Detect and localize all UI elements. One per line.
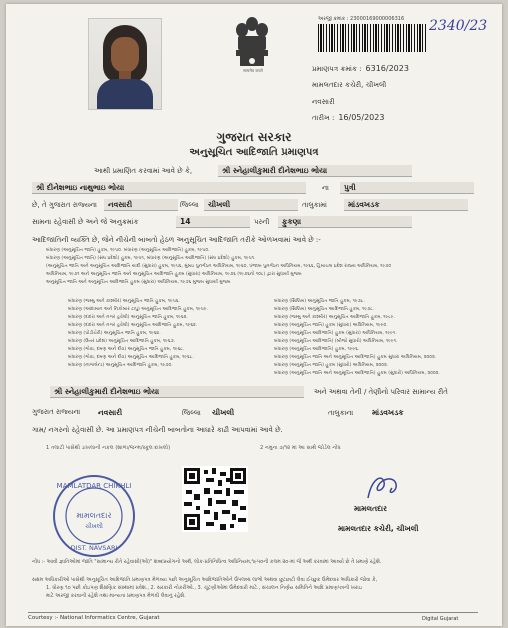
district-label: જિલ્લા: [180, 201, 199, 209]
relation-label: ના: [322, 184, 329, 192]
order-item-left: બંધારણ (ગોવા, દમણ અને દીવ) અનુસૂચિત જાતિ હુકમ, ૧૯૬૮.: [68, 347, 185, 352]
certify-label: આથી પ્રમાણિત કરવામાં આવે છે કે,: [94, 167, 193, 175]
state-prefix: છે, તે ગુજરાત રાજ્યના: [32, 201, 97, 209]
fine-print-line: બંધારણ (અનુસૂચિત જાતિ) હુકમ, ૧૯૫૦. બંધારણ (અનુસૂચિત આદિજાતિ) હુકમ, ૧૯૫૦.: [46, 248, 210, 253]
cert-number: 6316/2023: [365, 64, 409, 73]
taluka-label-2: તાલુકાના: [328, 409, 354, 417]
recognition-statement: આદિજાતિની વ્યક્તિ છે, જેને નીચેની બાબતો હેઠળ અનુસૂચિત આદિજાતિ તરીકે ઓળખવામાં આવે છે :-: [32, 236, 321, 244]
order-item-right: બંધારણ (સિક્કિમ) અનુસૂચિત આદિજાતિ હુકમ, ૧૯૭૮.: [274, 307, 375, 312]
taluka-value: ચીખલી: [204, 199, 298, 211]
order-item-left: બંધારણ (દાદરા અને નગર હવેલી) અનુસૂચિત આદિજાતિ હુકમ, ૧૯૬૨.: [68, 323, 198, 328]
order-item-left: બંધારણ (ઉત્તર પ્રદેશ) અનુસૂચિત આદિજાતિ હુકમ, ૧૯૬૭.: [68, 339, 176, 344]
taluka-label: તાલુકામાં: [302, 201, 327, 209]
signature-icon: [362, 468, 402, 508]
cert-number-label: પ્રમાણપત્ર ક્રમાંક :: [312, 65, 362, 73]
page-title: ગુજરાત સરકાર: [216, 130, 292, 144]
order-item-right: બંધારણ (અનુસૂચિત જાતિ અને અનુસૂચિત આદિજાતિ) હુકમ (સુધારો) અધિનિયમ, ૨૦૦૨.: [274, 371, 440, 376]
applicant-name: શ્રી સ્નેહાલીકુમારી દીનેશભાઇ ભોયા: [218, 165, 412, 177]
fine-print-line: અધિનિયમ, ૧૯૭૧ અને અનુસૂચિત જાતિ અને અનુસૂચિત આદિજાતિ હુકમ (સુધારા) અધિનિયમ, ૧૯૭૬ (૧૯૭૬નો ૧૦૮) દ્વારા સુધાર્યા મુજબ: [46, 272, 302, 277]
serial-number: 14: [176, 216, 250, 228]
tribe-name: ફુકણા: [278, 216, 412, 228]
applicant-photo: [88, 18, 162, 110]
footer-divider: [28, 612, 478, 613]
resident-district: નવસારી: [98, 408, 123, 417]
certificate-title: અનુસૂચિત આદિજાતિ પ્રમાણપત્ર: [189, 147, 319, 158]
order-item-right: બંધારણ (જમ્મુ અને કાશ્મીર) અનુસૂચિત આદિજાતિ હુકમ, ૧૯૮૯.: [274, 315, 395, 320]
fine-print-line: બંધારણ (અનુસૂચિત જાતિ) (સંઘ પ્રદેશો) હુકમ, ૧૯૫૧, બંધારણ (અનુસૂચિત આદિજાતિ) (સંઘ પ્રદેશો) હુકમ, ૧૯૫૧.: [46, 256, 256, 261]
issue-date-line: [312, 113, 384, 123]
residence-note: નોંધ :- આવી જ્ઞાતિઓમાં જાતિ "સામાન્ય રીતે રહેવાસી(ઓ)" શબ્દપ્રયોગનો અર્થ, લોક-પ્રતિનિધિત્વ અધિનિયમ,૧૯૫૦ની કલમ ૨૦-માં જે અર્થ કરવામાં આવ્યો છે તે પ્રમાણે રહેશે.: [32, 559, 382, 565]
resident-name: શ્રી સ્નેહાલીકુમારી દીનેશભાઇ ભોયા: [50, 386, 304, 398]
state-prefix-2: ગુજરાત રાજ્યના: [32, 408, 81, 416]
signatory-title: મામલતદાર: [354, 504, 387, 513]
resident-taluka: ચીખલી: [212, 408, 235, 417]
order-item-left: બંધારણ (દાદરા અને નગર હવેલી) અનુસૂચિત જાતિ હુકમ, ૧૯૬૨.: [68, 315, 188, 320]
relation-value: પુત્રી: [340, 182, 474, 194]
handwritten-number: 2340/23: [429, 18, 488, 34]
order-item-left: બંધારણ (આંદામાન અને નિકોબાર ટાપુ) અનુસૂચિત આદિજાતિ હુકમ, ૧૯૫૯.: [68, 307, 208, 312]
basis-item: 1 તલાટી પાસેથી ડાખલાની નકલ (શાળા/જન્મ/સ્કૂલ દાખલો): [46, 445, 171, 451]
emblem-caption: सत्यमेव जयते: [243, 68, 263, 73]
date-label: તારીખ :: [312, 114, 335, 122]
signatory-office: મામલતદાર કચેરી, ચીખલી: [338, 524, 419, 533]
digital-gujarat-text: Digital Gujarat: [422, 616, 459, 622]
barcode-icon: [318, 24, 428, 52]
usage-note: સક્ષમ અધિકારીઓ પાસેથી અનુસૂચિત આદિજાતિ પ્રમાણપત્ર મેળવ્યા પછી અનુસૂચિત આદિજાતિઓને ઉપલબ્ધ લાભો અથવા છૂટછાટો લેવા ઈચ્છુક ઉમેદવાર અધિકારો જોવા કે,: [32, 577, 378, 583]
order-item-right: બંધારણ (અનુસૂચિત આદિજાતિ) (બીજો સુધારો) અધિનિયમ, ૧૯૯૧.: [274, 339, 398, 344]
issue-basis-statement: ગામ/ નગરનો રહેવાસી છે. આ પ્રમાણપત્ર નીચેની બાબતોના આધારે કાઢી આપવામાં આવે છે.: [32, 426, 283, 434]
seal-top-text: MAMLATDAR CHIKHLI: [56, 482, 132, 490]
issuing-office: મામલતદાર કચેરી, ચીખલી: [312, 81, 387, 89]
certificate-page: [6, 4, 502, 626]
seal-center-text: મામલતદાર: [76, 511, 112, 520]
order-item-right: બંધારણ (અનુસૂચિત આદિજાતિ) હુકમ (સુધારા) અધિનિયમ, ૧૯૯૧.: [274, 331, 397, 336]
mamlatdar-seal-icon: [52, 474, 136, 558]
parent-name: શ્રી દીનેશભાઇ નાથુભાઇ ભોયા: [32, 182, 306, 194]
order-item-right: બંધારણ (અનુસૂચિત જાતિ) હુકમ (સુધારો) અધિનિયમ, ૨૦૦૨.: [274, 363, 389, 368]
cert-number-line: [312, 64, 409, 74]
national-emblem-icon: [232, 14, 272, 72]
district-label-2: જિલ્લા: [182, 409, 201, 417]
order-item-left: બંધારણ (જમ્મુ અને કાશ્મીર) અનુસૂચિત જાતિ હુકમ, ૧૯૫૬.: [68, 299, 180, 304]
courtesy-text: Courtesy :- National Informatics Centre, Gujarat: [28, 615, 160, 621]
order-item-right: બંધારણ (અનુસૂચિત આદિજાતિ) હુકમ, ૧૯૯૬.: [274, 347, 360, 352]
order-item-left: બંધારણ (નાગાલેન્ડ) અનુસૂચિત આદિજાતિ હુકમ, ૧૯૭૦.: [68, 363, 173, 368]
resident-village: માંડવખડક: [372, 408, 404, 417]
order-item-right: બંધારણ (સિક્કિમ) અનુસૂચિત જાતિ હુકમ, ૧૯૭૮.: [274, 299, 365, 304]
order-item-left: બંધારણ (ગોવા, દમણ અને દીવ) અનુસૂચિત આદિજાતિ હુકમ, ૧૯૬૮.: [68, 355, 194, 360]
issue-date: 16/05/2023: [338, 113, 385, 122]
village-value: માંડવખડક: [344, 199, 468, 211]
residence-suffix: અને અથવા તેની / તેણીનો પરિવાર સામાન્ય રીતે: [314, 388, 448, 396]
barcode-label: અરજી ક્રમાંક : 23000169000006316: [318, 16, 405, 22]
basis-item: 2 નમુના ૭/૧૨ માં આ સાથે જોડેલ નોંધ: [260, 445, 341, 451]
usage-note: માટે અરજી કરવાની રહેશે તથા માન્યતા પ્રમાણપત્ર મેળવી લેવાનું રહેશે.: [46, 593, 186, 599]
serial-prefix: સામના રહેવાસી છે અને જે અનુક્રમાંક: [32, 218, 139, 226]
district-value: નવસારી: [104, 199, 178, 211]
seal-bottom-text: DIST. NAVSARI: [70, 544, 118, 552]
seal-sub-text: ચીખલી: [85, 523, 103, 530]
verification-qr-code-icon: [182, 466, 248, 532]
fine-print-line: (અનુસૂચિત જાતિ અને અનુસૂચિત આદિજાતિ યાદી (સુધારા) હુકમ, ૧૯૫૬, મુંબઇ પુનર્ગઠન અધિનિયમ, ૧૯૬૦, પંજાબ પુનર્ગઠન અધિનિયમ, ૧૯૬૬, હિમાચલ પ્રદેશ રાજ્ય અધિનિયમ, ૧૯૭૦: [46, 264, 392, 269]
order-item-left: બંધારણ (પોંડીચેરી) અનુસૂચિત જાતિ હુકમ, ૧૯૬૪.: [68, 331, 161, 336]
usage-note: 1. ધોરણ ૧૦ પછી કોઇપણ શૈક્ષણિક સંસ્થામાં પ્રવેશ., 2. સરકારી નોકરીઓ., 3. ચૂંટણીઓમાં ઉમેદવારી માટે., સંચાલન નિર્ણય સમિતિને આદિ પ્રમાણપત્રની ખરાઇ: [46, 585, 362, 591]
issuing-district: નવસારી: [312, 98, 335, 106]
application-barcode: [318, 16, 428, 56]
fine-print-line: અનુસૂચિત જાતિ અને અનુસૂચિત આદિજાતિ હુકમ (સુધારા) અધિનિયમ, ૧૯૭૬ મુજબ સુધાર્યા મુજબ: [46, 280, 231, 285]
order-item-right: બંધારણ (અનુસૂચિત જાતિ) હુકમ (સુધારા) અધિનિયમ, ૧૯૯૦.: [274, 323, 388, 328]
tribe-prefix: પરની: [254, 218, 270, 226]
order-item-right: બંધારણ (અનુસૂચિત જાતિ અને અનુસૂચિત આદિજાતિ) હુકમ સુધારા અધિનિયમ, ૨૦૦૨.: [274, 355, 437, 360]
